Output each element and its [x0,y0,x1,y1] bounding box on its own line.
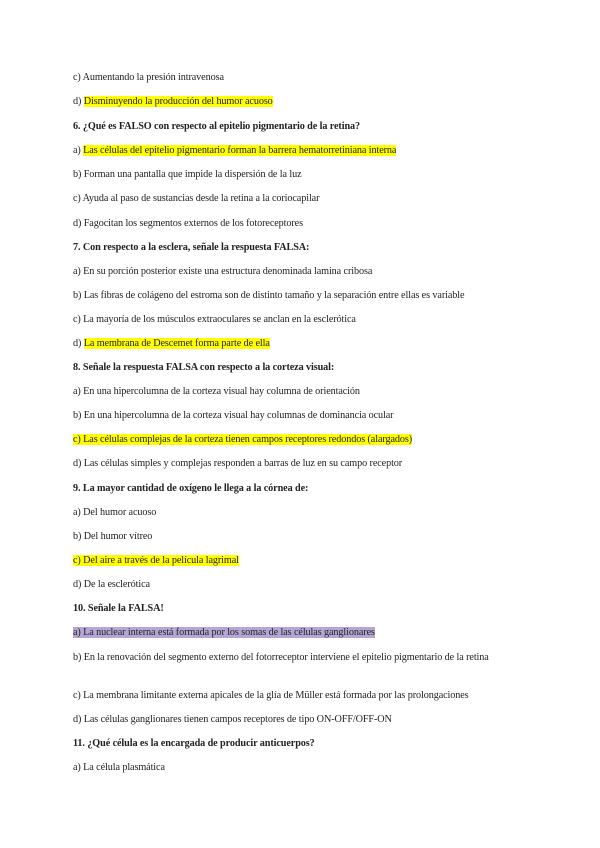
highlighted-answer: Disminuyendo la producción del humor acuoso [83,96,273,107]
option-prefix: a) [73,145,84,156]
option-c-q8 [73,433,412,447]
option-b-q9: b) Del humor vítreo [73,531,153,542]
option-c-q5: c) Aumentando la presión intravenosa [73,72,224,83]
option-prefix: d) [73,338,84,349]
option-d-q7 [73,337,270,351]
option-d-q9: d) De la esclerótica [73,579,150,590]
option-a-q11: a) La célula plasmática [73,762,165,773]
question-6: 6. ¿Qué es FALSO con respecto al epitelio pigmentario de la retina? [73,121,361,132]
option-d-q5 [73,95,273,109]
option-a-q10 [73,626,375,640]
highlighted-answer: Las células del epitelio pigmentario forman la barrera hematorretiniana interna [83,145,397,156]
option-c-q6: c) Ayuda al paso de sustancias desde la retina a la coriocapilar [73,193,320,204]
option-d-q10: d) Las células ganglionares tienen campos receptores de tipo ON-OFF/OFF-ON [73,714,392,725]
option-c-q7: c) La mayoría de los músculos extraoculares se anclan en la esclerótica [73,314,356,325]
question-10: 10. Señale la FALSA! [73,603,164,614]
option-a-q8: a) En una hipercolumna de la corteza visual hay columna de orientación [73,386,360,397]
option-b-q10: b) En la renovación del segmento externo del fotorreceptor interviene el epitelio pigmentario de la retina [73,652,489,663]
option-c-q10: c) La membrana limitante externa apicales de la glía de Müller está formada por las prolongaciones [73,690,469,701]
option-a-q7: a) En su porción posterior existe una estructura denominada lamina cribosa [73,266,373,277]
option-a-q6 [73,144,396,158]
question-7: 7. Con respecto a la esclera, señale la respuesta FALSA: [73,242,310,253]
option-d-q8: d) Las células simples y complejas responden a barras de luz en su campo receptor [73,458,403,469]
highlighted-answer: La membrana de Descemet forma parte de ella [83,338,270,349]
option-prefix: d) [73,96,84,107]
question-9: 9. La mayor cantidad de oxígeno le llega a la córnea de: [73,483,309,494]
option-c-q9 [73,554,239,568]
highlighted-answer: c) Las células complejas de la corteza tienen campos receptores redondos (alargados) [73,434,413,445]
highlighted-answer: a) La nuclear interna está formada por los somas de las células ganglionares [73,627,375,638]
question-11: 11. ¿Qué célula es la encargada de producir anticuerpos? [73,738,315,749]
option-b-q7: b) Las fibras de colágeno del estroma son de distinto tamaño y la separación entre ellas es variable [73,290,465,301]
option-b-q6: b) Forman una pantalla que impide la dispersión de la luz [73,169,302,180]
option-d-q6: d) Fagocitan los segmentos externos de los fotoreceptores [73,218,303,229]
option-a-q9: a) Del humor acuoso [73,507,157,518]
highlighted-answer: c) Del aire a través de la película lagrimal [73,555,239,566]
question-8: 8. Señale la respuesta FALSA con respecto a la corteza visual: [73,362,335,373]
option-b-q8: b) En una hipercolumna de la corteza visual hay columnas de dominancia ocular [73,410,394,421]
